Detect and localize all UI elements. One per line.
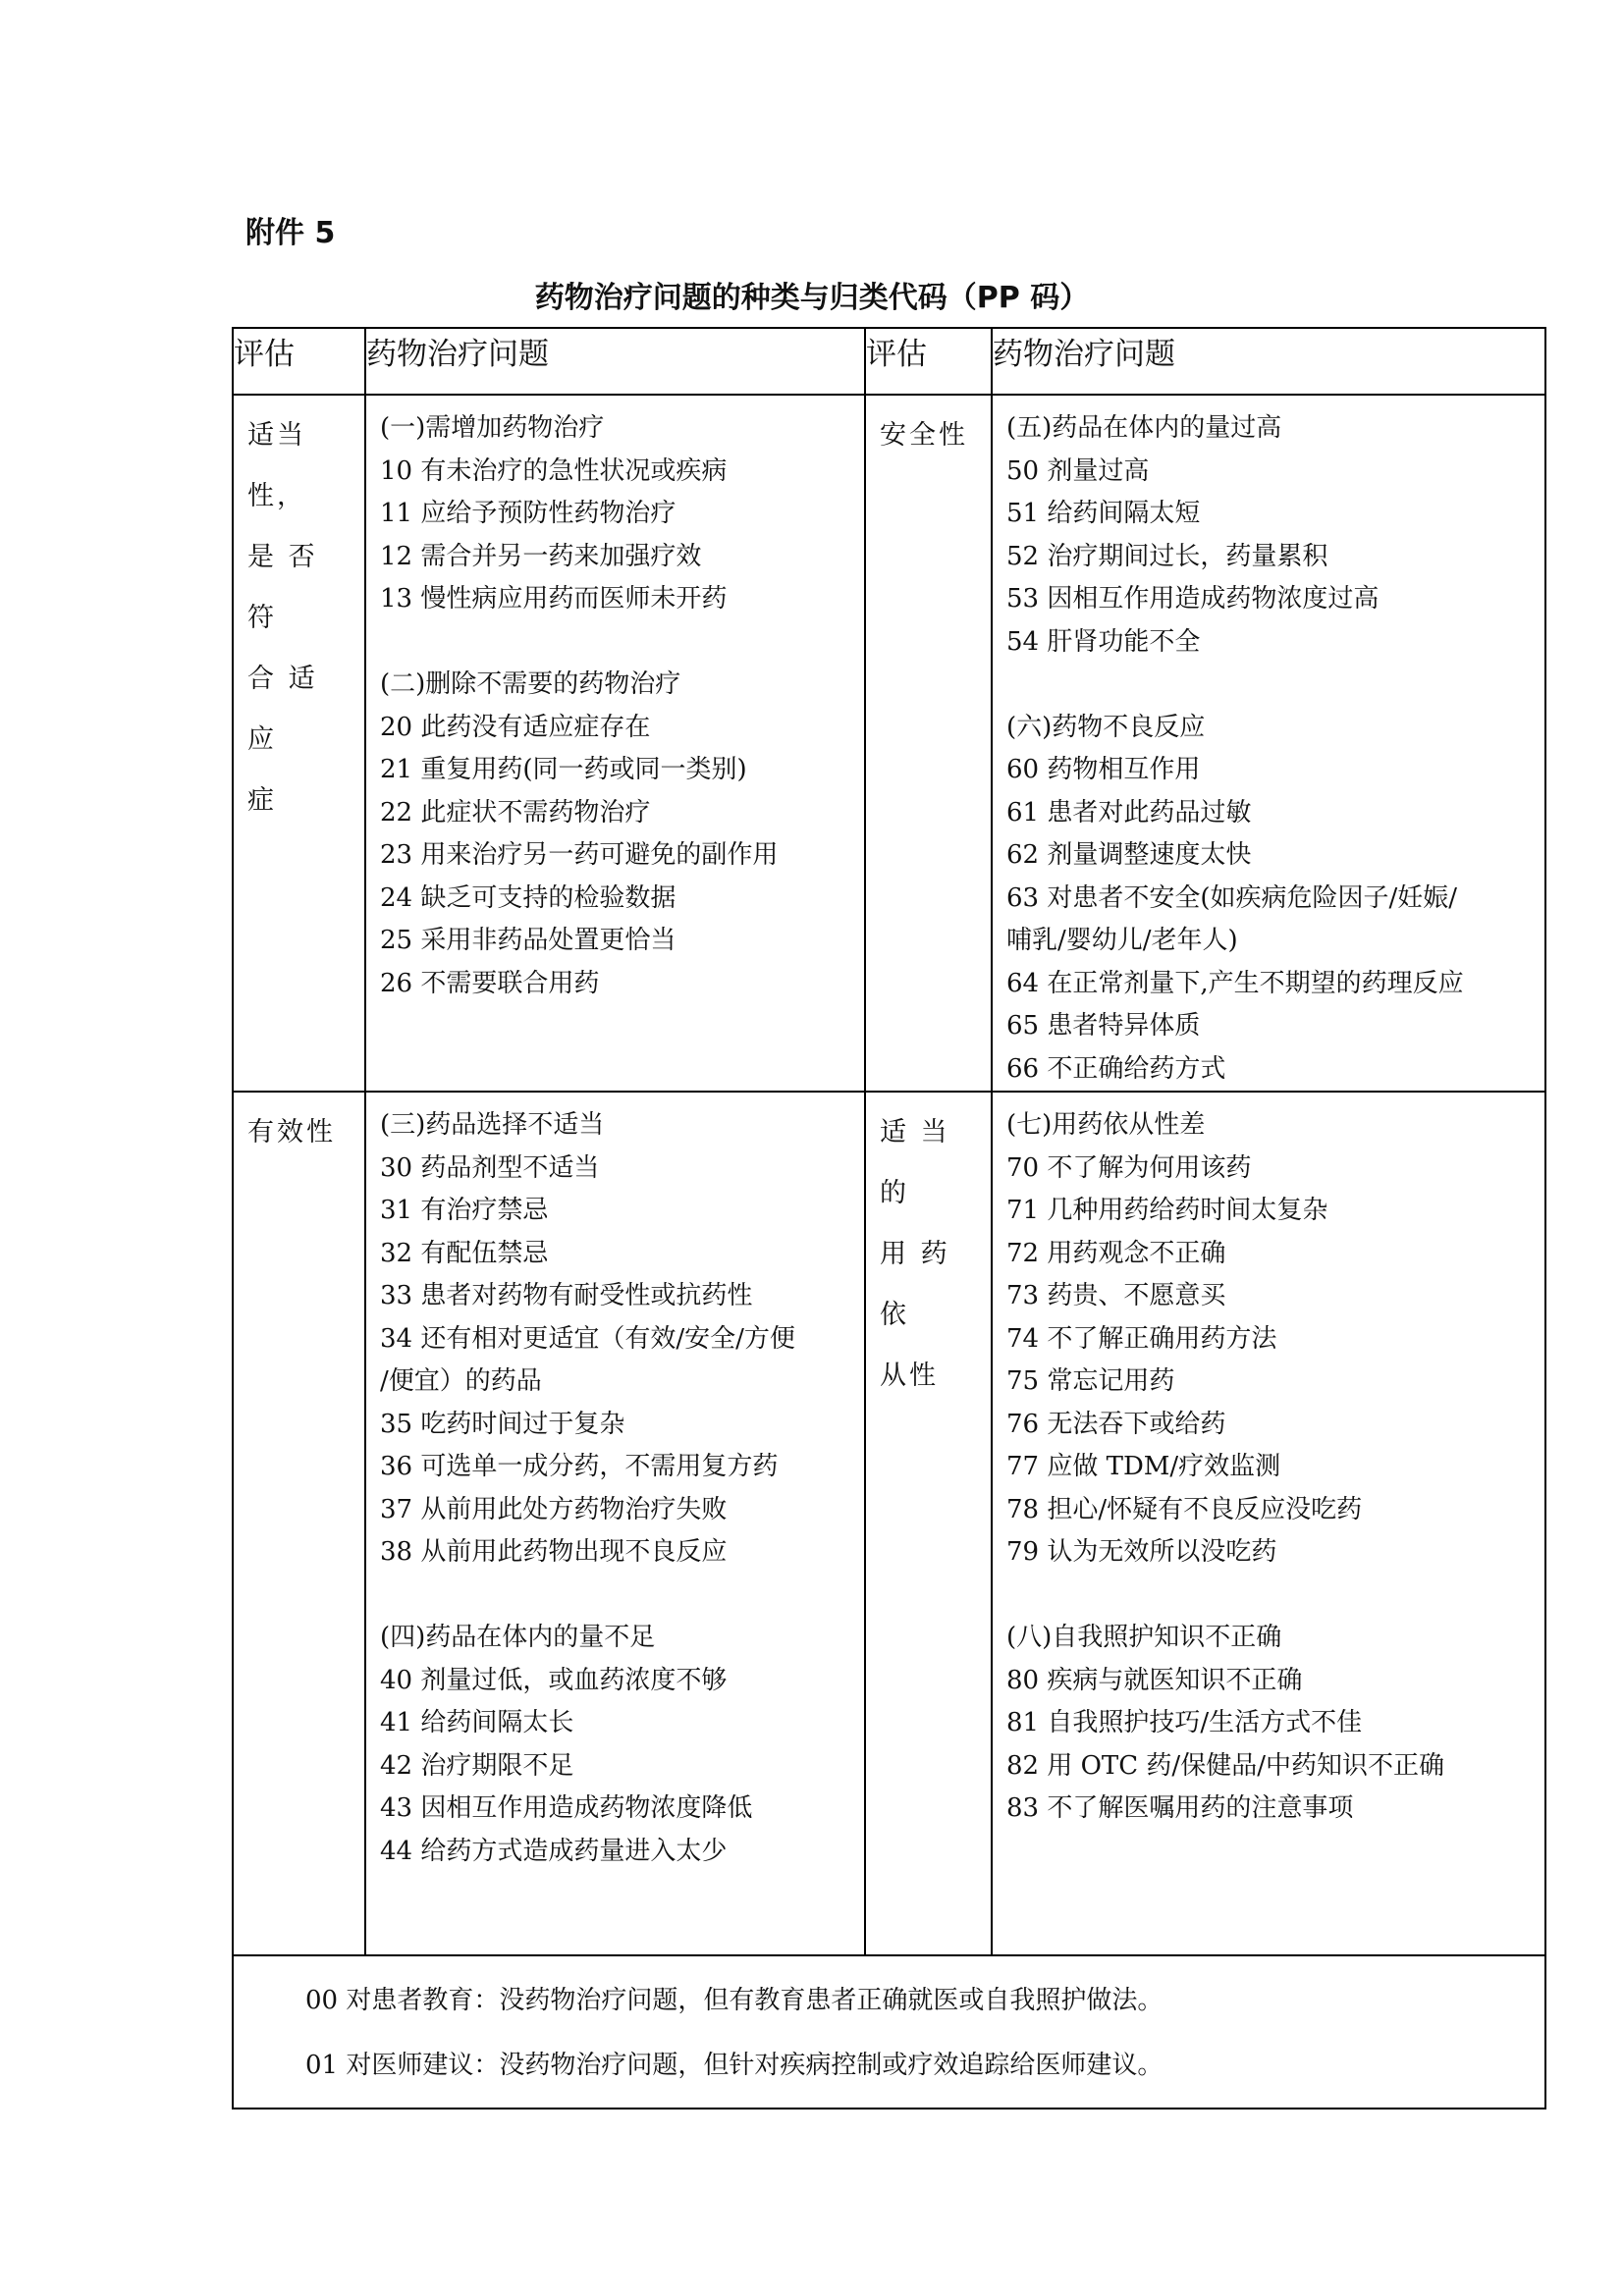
problem-item: 32 有配伍禁忌 (380, 1238, 549, 1268)
problem-item: 62 剂量调整速度太快 (1006, 840, 1252, 870)
problem-item (380, 621, 858, 665)
problem-item: 31 有治疗禁忌 (380, 1196, 549, 1225)
problem-item: (一)需增加药物治疗 (380, 413, 605, 443)
problem-item: 哺乳/婴幼儿/老年人) (1006, 926, 1238, 955)
eval-line: 是 否 符 (247, 542, 318, 633)
problem-item: 20 此药没有适应症存在 (380, 712, 651, 742)
problem-item: 34 还有相对更适宜（有效/安全/方便 (380, 1323, 795, 1354)
problem-item: 52 治疗期间过长，药量累积 (1006, 541, 1328, 571)
problem-list (366, 1093, 864, 1873)
problem-item: (七)用药依从性差 (1006, 1110, 1206, 1140)
problem-item: 12 需合并另一药来加强疗效 (380, 541, 702, 571)
problem-item: 26 不需要联合用药 (380, 968, 600, 998)
problem-item: 53 因相互作用造成药物浓度过高 (1006, 584, 1380, 614)
eval-label (234, 396, 364, 831)
eval-label (866, 1093, 991, 1407)
header-eval-right: 评估 (865, 328, 992, 395)
eval-cell-safety (865, 395, 992, 1092)
eval-line: 用 药 依 (880, 1239, 950, 1330)
eval-cell-adherence (865, 1092, 992, 1955)
problem-item: 24 缺乏可支持的检验数据 (380, 882, 677, 913)
problem-item: 74 不了解正确用药方法 (1006, 1323, 1277, 1354)
table-footer-row (233, 1955, 1545, 2109)
problem-item: 21 重复用药(同一药或同一类别) (380, 755, 747, 784)
problem-cell (365, 1092, 865, 1955)
problem-item: 73 药贵、不愿意买 (1006, 1281, 1226, 1310)
problem-item: 82 用 OTC 药/保健品/中药知识不正确 (1006, 1750, 1444, 1781)
problem-item: 37 从前用此处方药物治疗失败 (380, 1494, 728, 1524)
eval-label (234, 1093, 364, 1163)
problem-item: 75 常忘记用药 (1006, 1366, 1175, 1396)
problem-list (993, 1093, 1544, 1831)
eval-label (866, 396, 991, 466)
problem-item: (四)药品在体内的量不足 (380, 1623, 656, 1652)
table-row (233, 395, 1545, 1092)
problem-item: 80 疾病与就医知识不正确 (1006, 1665, 1303, 1695)
problem-item: 36 可选单一成分药，不需用复方药 (380, 1452, 779, 1481)
problem-item (1006, 1575, 1539, 1618)
table-row (233, 1092, 1545, 1955)
problem-item: 50 剂量过高 (1006, 455, 1150, 486)
problem-item: 11 应给予预防性药物治疗 (380, 499, 677, 528)
problem-item: 81 自我照护技巧/生活方式不佳 (1006, 1708, 1363, 1737)
problem-item: 44 给药方式造成药量进入太少 (380, 1836, 728, 1866)
problem-item: 51 给药间隔太短 (1006, 499, 1201, 528)
problem-cell (365, 395, 865, 1092)
eval-line: 从性 (880, 1361, 939, 1391)
problem-item: 66 不正确给药方式 (1006, 1053, 1226, 1084)
header-problem-right: 药物治疗问题 (992, 328, 1545, 395)
problem-item: 79 认为无效所以没吃药 (1006, 1537, 1277, 1567)
problem-item: 40 剂量过低，或血药浓度不够 (380, 1665, 728, 1695)
problem-item: 61 患者对此药品过敏 (1006, 797, 1252, 828)
problem-item: (六)药物不良反应 (1006, 712, 1206, 742)
problem-item (1006, 664, 1539, 707)
problem-item: 78 担心/怀疑有不良反应没吃药 (1006, 1494, 1363, 1524)
footer-cell (233, 1955, 1545, 2109)
problem-item: 76 无法吞下或给药 (1006, 1409, 1226, 1439)
document-title: 药物治疗问题的种类与归类代码（PP 码） (534, 281, 1090, 315)
eval-cell-appropriateness (233, 395, 365, 1092)
problem-item: 25 采用非药品处置更恰当 (380, 926, 677, 955)
problem-item: 35 吃药时间过于复杂 (380, 1409, 625, 1439)
problem-item: 33 患者对药物有耐受性或抗药性 (380, 1281, 753, 1310)
problem-item: 72 用药观念不正确 (1006, 1238, 1226, 1268)
table-header-row (233, 328, 1545, 395)
problem-item: 77 应做 TDM/疗效监测 (1006, 1452, 1281, 1481)
problem-item: /便宜）的药品 (380, 1366, 542, 1396)
eval-line: 有效性 (247, 1117, 336, 1148)
eval-line: 适 当 的 (880, 1117, 950, 1208)
problem-item: 71 几种用药给药时间太复杂 (1006, 1196, 1328, 1225)
problem-item: 43 因相互作用造成药物浓度降低 (380, 1793, 753, 1823)
problem-cell (992, 395, 1545, 1092)
problem-item: 13 慢性病应用药而医师未开药 (380, 584, 728, 614)
footer-line: 01 对医师建议：没药物治疗问题，但针对疾病控制或疗效追踪给医师建议。 (305, 2051, 1164, 2080)
problem-item: 63 对患者不安全(如疾病危险因子/妊娠/ (1006, 882, 1458, 913)
problem-item: (八)自我照护知识不正确 (1006, 1623, 1282, 1652)
eval-line: 症 (247, 785, 277, 816)
header-problem-left: 药物治疗问题 (365, 328, 865, 395)
eval-line: 适当性， (247, 420, 306, 511)
problem-item: (三)药品选择不适当 (380, 1110, 605, 1140)
attachment-label: 附件 5 (245, 216, 336, 250)
problem-item: 30 药品剂型不适当 (380, 1152, 600, 1183)
problem-item (380, 1575, 858, 1618)
problem-list (993, 396, 1544, 1091)
problem-item: 38 从前用此药物出现不良反应 (380, 1537, 728, 1567)
problem-item: 60 药物相互作用 (1006, 755, 1201, 784)
problem-item: 10 有未治疗的急性状况或疾病 (380, 455, 728, 486)
problem-list (366, 396, 864, 1005)
problem-cell (992, 1092, 1545, 1955)
problem-item: 54 肝肾功能不全 (1006, 626, 1201, 657)
problem-item: 64 在正常剂量下,产生不期望的药理反应 (1006, 968, 1464, 998)
problem-item: 42 治疗期限不足 (380, 1750, 574, 1781)
problem-item: 41 给药间隔太长 (380, 1708, 574, 1737)
problem-item: 70 不了解为何用该药 (1006, 1152, 1252, 1183)
eval-line: 安全性 (880, 420, 968, 451)
problem-item: 23 用来治疗另一药可避免的副作用 (380, 840, 779, 870)
problem-item: 83 不了解医嘱用药的注意事项 (1006, 1793, 1354, 1823)
problem-item: 65 患者特异体质 (1006, 1011, 1201, 1041)
pp-code-table (232, 327, 1546, 2109)
header-eval-left: 评估 (233, 328, 365, 395)
footer-line: 00 对患者教育：没药物治疗问题，但有教育患者正确就医或自我照护做法。 (305, 1986, 1164, 2015)
eval-line: 合 适 应 (247, 664, 318, 755)
eval-cell-effectiveness (233, 1092, 365, 1955)
problem-item: 22 此症状不需药物治疗 (380, 797, 651, 828)
problem-item: (二)删除不需要的药物治疗 (380, 669, 681, 699)
problem-item: (五)药品在体内的量过高 (1006, 413, 1282, 443)
